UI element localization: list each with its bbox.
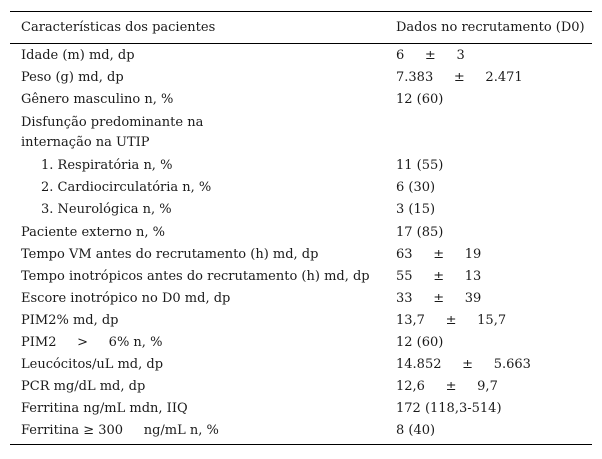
- header-characteristics: Características dos pacientes: [21, 20, 216, 35]
- row-label: PIM2 > 6% n, %: [21, 335, 163, 350]
- row-value: 6 ± 3: [396, 48, 465, 63]
- row-value: 63 ± 19: [396, 247, 482, 262]
- row-value: 12,6 ± 9,7: [396, 379, 498, 394]
- row-value: 14.852 ± 5.663: [396, 357, 531, 372]
- row-label: 2. Cardiocirculatória n, %: [41, 180, 212, 195]
- row-label: Escore inotrópico no D0 md, dp: [21, 291, 231, 306]
- row-value: 3 (15): [396, 202, 436, 217]
- row-label: 3. Neurológica n, %: [41, 202, 172, 217]
- row-label: Disfunção predominante na: [21, 115, 204, 130]
- row-value: 33 ± 39: [396, 291, 482, 306]
- row-label: Gênero masculino n, %: [21, 92, 174, 107]
- row-label: Ferritina ng/mL mdn, IIQ: [21, 401, 188, 416]
- row-label: Paciente externo n, %: [21, 225, 165, 240]
- row-value: 11 (55): [396, 158, 444, 173]
- row-label: Ferritina ≥ 300 ng/mL n, %: [21, 423, 219, 438]
- table-header-rule: [10, 43, 592, 44]
- header-recruitment-data: Dados no recrutamento (D0): [396, 20, 585, 35]
- row-value: 172 (118,3-514): [396, 401, 502, 416]
- row-value: 6 (30): [396, 180, 436, 195]
- row-label: Peso (g) md, dp: [21, 70, 124, 85]
- row-label: Idade (m) md, dp: [21, 48, 135, 63]
- row-value: 17 (85): [396, 225, 444, 240]
- row-value: 12 (60): [396, 335, 444, 350]
- row-label: 1. Respiratória n, %: [41, 158, 173, 173]
- row-label: Leucócitos/uL md, dp: [21, 357, 164, 372]
- table-top-rule: [10, 11, 592, 12]
- row-value: 13,7 ± 15,7: [396, 313, 507, 328]
- row-label: PCR mg/dL md, dp: [21, 379, 146, 394]
- row-label: PIM2% md, dp: [21, 313, 119, 328]
- row-value: 8 (40): [396, 423, 436, 438]
- table-bottom-rule: [10, 444, 592, 445]
- row-value: 7.383 ± 2.471: [396, 70, 523, 85]
- row-value: 55 ± 13: [396, 269, 482, 284]
- row-label-continued: internação na UTIP: [21, 135, 150, 150]
- row-value: 12 (60): [396, 92, 444, 107]
- row-label: Tempo VM antes do recrutamento (h) md, dp: [21, 247, 319, 262]
- row-label: Tempo inotrópicos antes do recrutamento (h) md, dp: [21, 269, 370, 284]
